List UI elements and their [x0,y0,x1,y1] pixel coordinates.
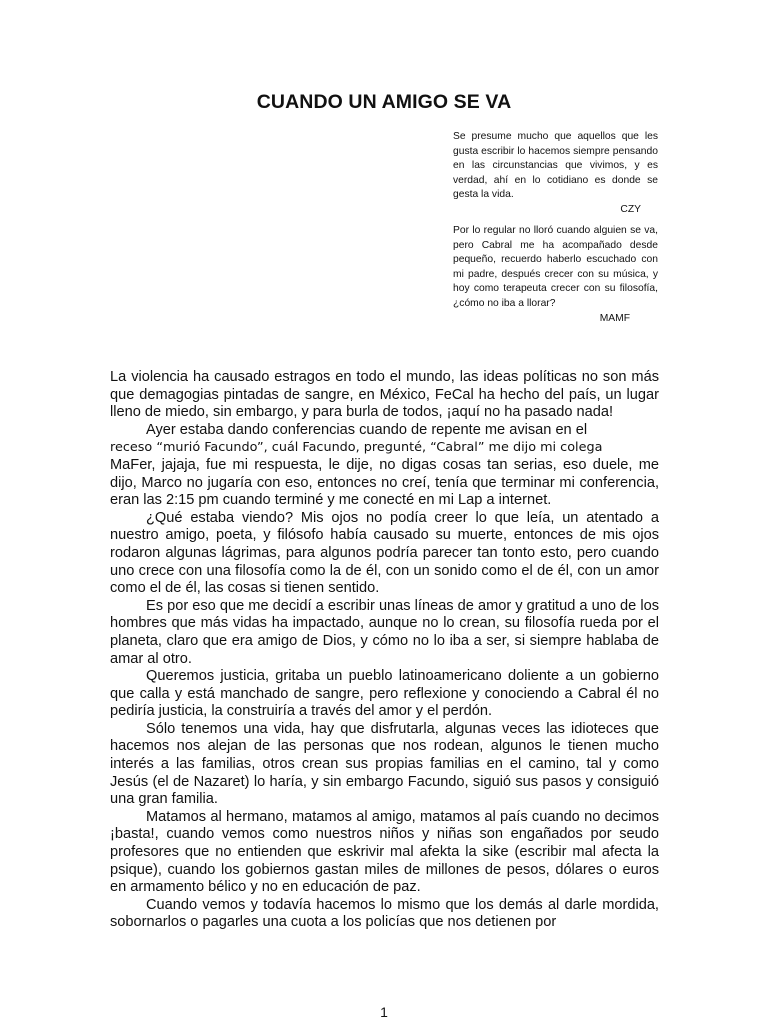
paragraph: ¿Qué estaba viendo? Mis ojos no podía creer lo que leía, un atentado a nuestro amigo, poeta, y filósofo había causado su muerte, entonces de mis ojos rodaron algunas lágrimas, para algunos podría parecer tan tonto esto, pero cuando uno crece con una filosofía como la de él, con un sonido como el de él, con un amor como el de él, las cosas si tienen sentido. [110,509,659,597]
epigraph-signature: MAMF [599,312,630,324]
paragraph: Matamos al hermano, matamos al amigo, matamos al país cuando no decimos ¡basta!, cuando vemos como nuestros niños y niñas son engañados por seudo profesores que no entienden que eskrivir mal afekta la sike (escribir mal afecta la psique), cuando los gobiernos gastan miles de millones de pesos, dólares o euros en armamento bélico y no en educación de paz. [110,808,659,896]
epigraph-text: Se presume mucho que aquellos que les gusta escribir lo hacemos siempre pensando en las circunstancias que vivimos, y es verdad, ahí en lo cotidiano es donde se gesta la vida. [453,131,658,201]
paragraph: Cuando vemos y todavía hacemos lo mismo que los demás al darle mordida, sobornarlos o pagarles una cuota a los policías que nos detienen por [110,896,659,931]
paragraph: Queremos justicia, gritaba un pueblo latinoamericano doliente a un gobierno que calla y está manchado de sangre, pero reflexione y conociendo a Cabral él no pediría justicia, la construiría a través del amor y el perdón. [110,668,659,720]
paragraph: La violencia ha causado estragos en todo el mundo, las ideas políticas no son más que demagogias pintadas de sangre, en México, FeCal ha hecho del país, un lugar lleno de miedo, sin embargo, y para burla de todos, ¡aquí no ha pasado nada! [110,369,659,421]
paragraph: MaFer, jajaja, fue mi respuesta, le dije, no digas cosas tan serias, eso duele, me dijo, Marco no jugaría con eso, entonces no creí, tenía que terminar mi conferencia, eran las 2:15 pm cuando terminé y me conecté en mi Lap a internet. [110,456,659,509]
epigraph-czy [453,130,658,218]
page-number: 1 [380,1004,388,1020]
epigraph-text: Por lo regular no lloró cuando alguien se va, pero Cabral me ha acompañado desde pequeño, recuerdo haberlo escuchado con mi padre, después crecer con su música, y hoy como terapeuta crecer con su filosofía, ¿cómo no iba a llorar? [453,225,658,309]
epigraph-mamf [453,224,658,326]
paragraph: Es por eso que me decidí a escribir unas líneas de amor y gratitud a uno de los hombres que más vidas ha impactado, aunque no lo crean, su filosofía rueda por el planeta, claro que era amigo de Dios, y cómo no lo iba a ser, si siempre hablaba de amar al otro. [110,597,659,667]
document-title: CUANDO UN AMIGO SE VA [256,91,512,113]
article-body [110,369,659,932]
epigraph-signature: CZY [620,203,641,215]
paragraph: Sólo tenemos una vida, hay que disfrutarla, algunas veces las idioteces que hacemos nos alejan de las personas que nos rodean, algunos le tienen mucho interés a las familias, otros crean sus propias familias en el camino, tal y como Jesús (el de Nazaret) lo haría, y sin embargo Facundo, siguió sus pasos y consiguió una gran familia. [110,720,659,808]
paragraph-line: receso “murió Facundo”, cuál Facundo, pregunté, “Cabral” me dijo mi colega [110,440,603,456]
paragraph: Ayer estaba dando conferencias cuando de repente me avisan en el [146,421,588,438]
